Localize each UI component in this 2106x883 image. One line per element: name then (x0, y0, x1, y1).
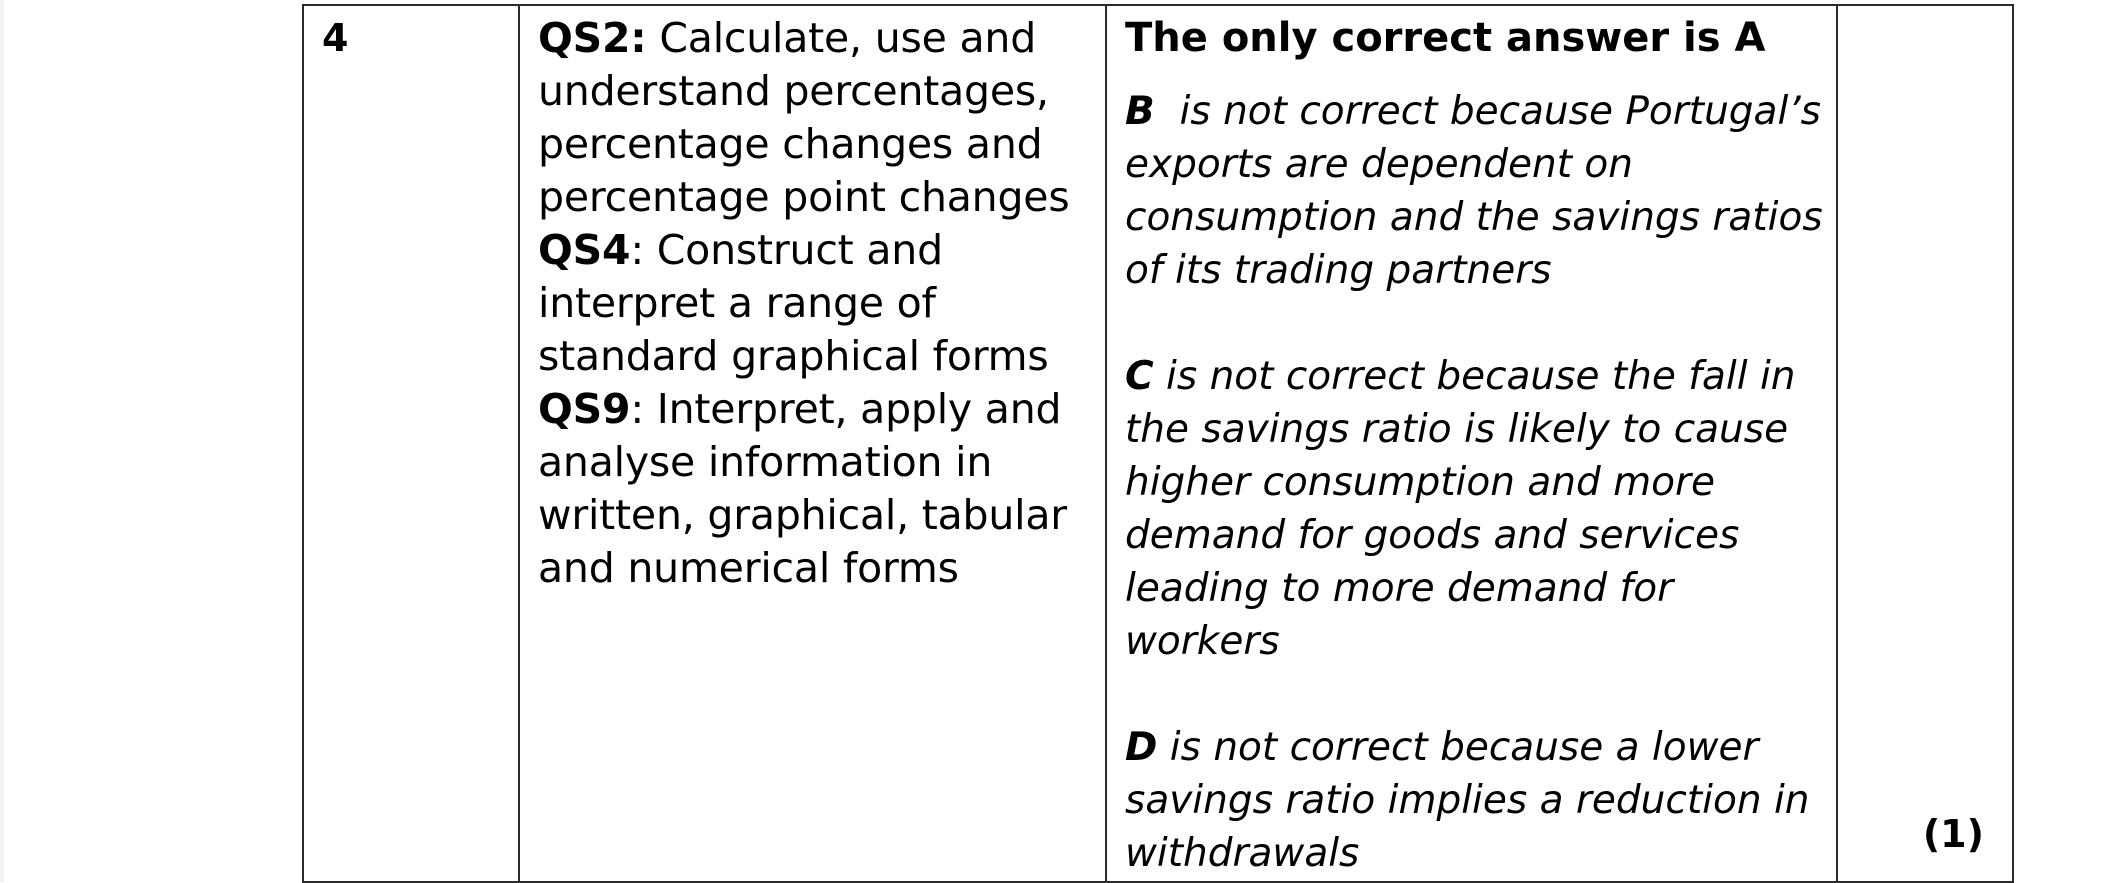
distractor-text: is not correct because a lower savings ratio implies a reduction in withdrawals (1125, 725, 1810, 876)
distractor-text: is not correct because the fall in the savings ratio is likely to cause higher consumption and more demand for goods and services leading to more demand for workers (1125, 354, 1796, 664)
marks-cell (1837, 5, 2013, 882)
distractor-explanation (1125, 350, 1826, 668)
mark-scheme-row (303, 5, 2013, 882)
correct-answer-heading: The only correct answer is A (1125, 15, 1766, 61)
skill-code: QS2: (538, 14, 647, 62)
question-number-cell (303, 5, 519, 882)
skills-text (520, 6, 1105, 595)
skill-description: Calculate, use and understand percentages, percentage changes and percentage point changes (538, 14, 1070, 221)
marks-value: (1) (1922, 812, 1984, 856)
mark-scheme-table (302, 4, 2014, 883)
question-number: 4 (322, 16, 349, 60)
skill-code: QS4 (538, 226, 631, 274)
answer-cell (1106, 5, 1837, 882)
distractor-letter: B (1125, 89, 1155, 134)
answer-content (1107, 6, 1836, 880)
skills-cell (519, 5, 1106, 882)
distractor-letter: C (1125, 354, 1154, 399)
distractor-letter: D (1125, 725, 1158, 770)
distractor-explanation (1125, 85, 1836, 297)
distractor-explanation (1125, 721, 1826, 880)
skill-code: QS9 (538, 385, 631, 433)
distractor-text: is not correct because Portugal’s exports are dependent on consumption and the savings ratios of its trading partners (1125, 89, 1836, 293)
skill-description: : Interpret, apply and analyse information in written, graphical, tabular and numerical forms (538, 385, 1067, 592)
skill-description: : Construct and interpret a range of standard graphical forms (538, 226, 1049, 380)
page-left-edge (0, 0, 4, 882)
